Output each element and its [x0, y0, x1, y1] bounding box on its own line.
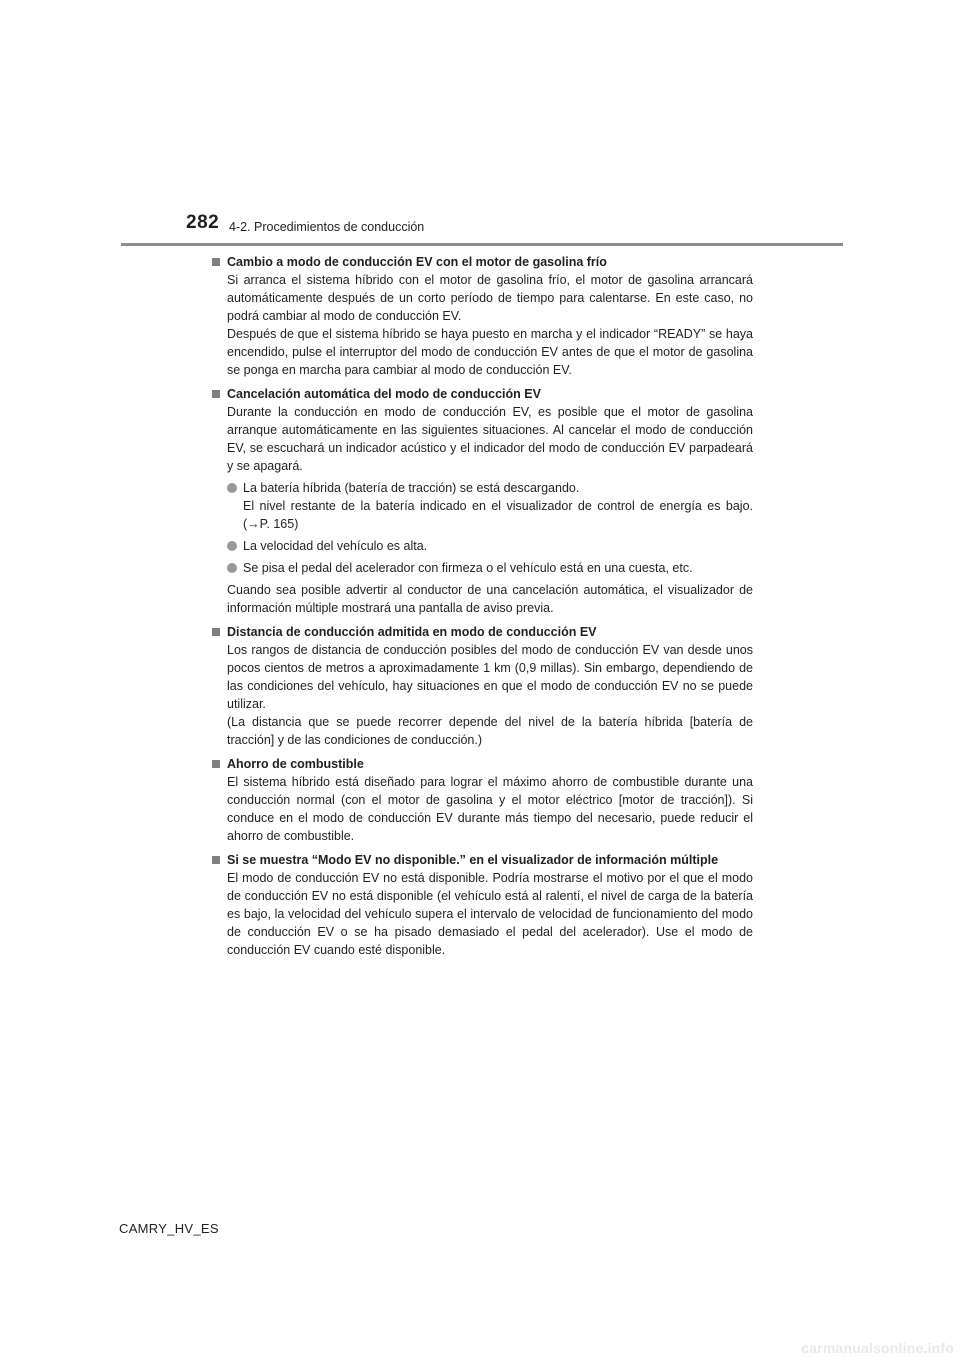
section-heading: Cancelación automática del modo de conducción EV: [210, 385, 753, 403]
section-fuel-economy: [210, 755, 753, 845]
section-heading: Distancia de conducción admitida en modo de conducción EV: [210, 623, 753, 641]
square-bullet-icon: [212, 856, 220, 864]
section-heading: Cambio a modo de conducción EV con el motor de gasolina frío: [210, 253, 753, 271]
paragraph: Si arranca el sistema híbrido con el motor de gasolina frío, el motor de gasolina arrancará automáticamente después de un corto período de tiempo para calentarse. En este caso, no podrá cambiar al modo de conducción EV.: [227, 273, 753, 323]
section-ev-unavailable: [210, 851, 753, 959]
paragraph: El modo de conducción EV no está disponible. Podría mostrarse el motivo por el que el modo de conducción EV no está disponible (el vehículo está al ralentí, el nivel de carga de la batería es bajo, la velocidad del vehículo supera el intervalo de velocidad de funcionamiento del modo de conducción EV o se ha pisado demasiado el pedal del acelerador). Use el modo de conducción EV cuando esté disponible.: [227, 871, 753, 957]
list-item: Se pisa el pedal del acelerador con firmeza o el vehículo está en una cuesta, etc.: [210, 559, 753, 577]
paragraph: El sistema híbrido está diseñado para lograr el máximo ahorro de combustible durante una conducción normal (con el motor de gasolina y el motor eléctrico [motor de tracción]). Si conduce en el modo de conducción EV durante más tiempo del necesario, puede reducir el ahorro de combustible.: [227, 775, 753, 843]
list-item: La velocidad del vehículo es alta.: [210, 537, 753, 555]
paragraph: Los rangos de distancia de conducción posibles del modo de conducción EV van desde unos pocos cientos de metros a aproximadamente 1 km (0,9 millas). Sin embargo, dependiendo de las condiciones del vehículo, hay situaciones en que el modo de conducción EV no se puede utilizar.: [227, 643, 753, 711]
square-bullet-icon: [212, 258, 220, 266]
paragraph: Después de que el sistema híbrido se haya puesto en marcha y el indicador “READY” se haya encendido, pulse el interruptor del modo de conducción EV antes de que el motor de gasolina se ponga en marcha para cambiar al modo de conducción EV.: [227, 327, 753, 377]
section-title: 4-2. Procedimientos de conducción: [229, 220, 425, 234]
paragraph: Cuando sea posible advertir al conductor de una cancelación automática, el visualizador de información múltiple mostrará una pantalla de aviso previa.: [227, 583, 753, 615]
paragraph: Durante la conducción en modo de conducción EV, es posible que el motor de gasolina arranque automáticamente en las siguientes situaciones. Al cancelar el modo de conducción EV, se escuchará un indicador acústico y el indicador del modo de conducción EV parpadeará y se apagará.: [227, 405, 753, 473]
model-code: CAMRY_HV_ES: [119, 1221, 219, 1236]
main-content: [210, 253, 753, 965]
list-item: La batería híbrida (batería de tracción) se está descargando. El nivel restante de la batería indicado en el visualizador de control de energía es bajo. (→P. 165): [210, 479, 753, 533]
square-bullet-icon: [212, 760, 220, 768]
section-auto-cancel: [210, 385, 753, 617]
circle-bullet-icon: [227, 483, 237, 493]
square-bullet-icon: [212, 628, 220, 636]
section-heading: Si se muestra “Modo EV no disponible.” en el visualizador de información múltiple: [210, 851, 753, 869]
watermark-text: carmanualsonline.info: [801, 1340, 954, 1356]
circle-bullet-icon: [227, 563, 237, 573]
header-divider: [121, 243, 843, 246]
section-ev-distance: [210, 623, 753, 749]
paragraph: (La distancia que se puede recorrer depende del nivel de la batería híbrida [batería de tracción] y de las condiciones de conducción.): [227, 715, 753, 747]
circle-bullet-icon: [227, 541, 237, 551]
section-cold-engine: [210, 253, 753, 379]
page-number: 282: [186, 212, 220, 233]
section-heading: Ahorro de combustible: [210, 755, 753, 773]
square-bullet-icon: [212, 390, 220, 398]
